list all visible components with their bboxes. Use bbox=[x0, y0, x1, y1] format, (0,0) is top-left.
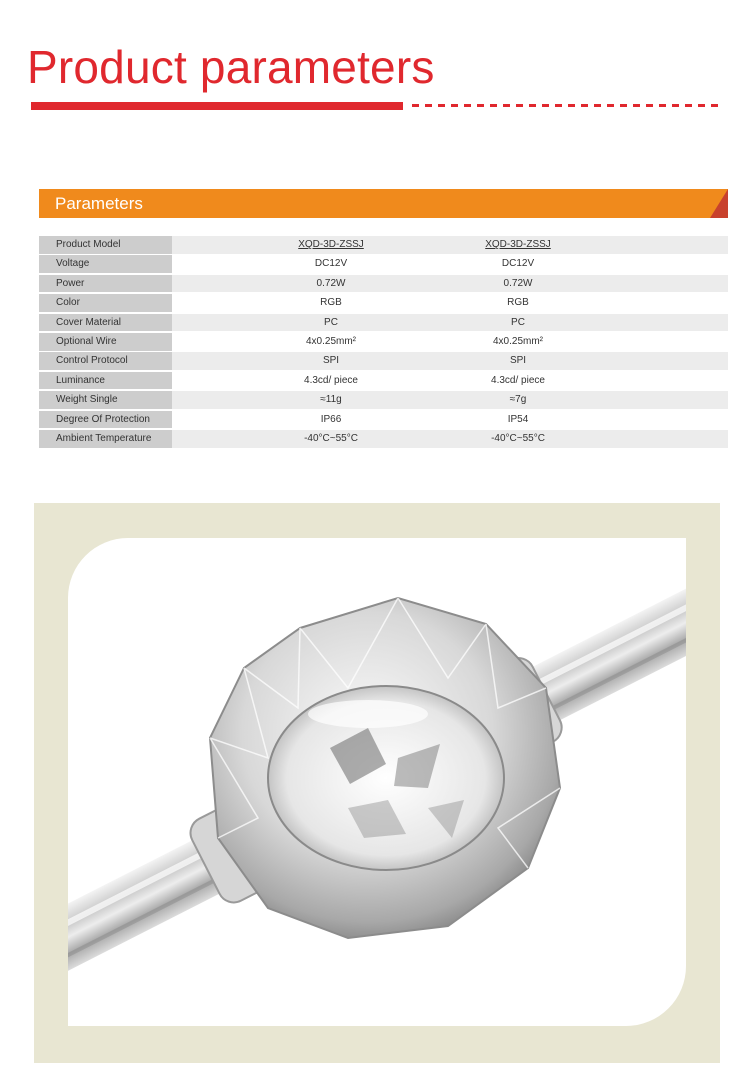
section-corner-accent bbox=[710, 189, 728, 218]
param-label: Power bbox=[39, 275, 172, 293]
page-title: Product parameters bbox=[27, 41, 435, 93]
parameters-table bbox=[39, 236, 728, 449]
param-label: Control Protocol bbox=[39, 352, 172, 370]
param-value-2: 0.72W bbox=[503, 277, 533, 289]
product-photo bbox=[68, 538, 686, 1026]
section-label: Parameters bbox=[55, 194, 143, 213]
param-value-2: XQD-3D-ZSSJ bbox=[485, 239, 551, 250]
table-row bbox=[39, 255, 728, 273]
param-value-1: DC12V bbox=[314, 258, 348, 270]
param-value-1: XQD-3D-ZSSJ bbox=[298, 239, 364, 250]
param-value-1: 4.3cd/ piece bbox=[304, 374, 358, 386]
param-value-1: ≈11g bbox=[320, 394, 342, 406]
param-label: Optional Wire bbox=[39, 333, 172, 351]
param-value-1: 4x0.25mm² bbox=[305, 335, 357, 347]
param-value-2: SPI bbox=[509, 355, 527, 367]
table-row bbox=[39, 314, 728, 332]
table-row bbox=[39, 294, 728, 312]
param-label: Product Model bbox=[39, 236, 172, 254]
param-value-2: IP54 bbox=[507, 413, 529, 425]
param-label: Degree Of Protection bbox=[39, 411, 172, 429]
param-value-1: -40°C~55°C bbox=[304, 432, 358, 444]
table-row bbox=[39, 430, 728, 448]
table-row bbox=[39, 236, 728, 254]
param-label: Cover Material bbox=[39, 314, 172, 332]
param-value-2: ≈7g bbox=[509, 394, 527, 406]
param-label: Weight Single bbox=[39, 391, 172, 409]
table-row bbox=[39, 372, 728, 390]
table-row bbox=[39, 333, 728, 351]
param-value-2: DC12V bbox=[501, 258, 535, 270]
param-value-1: IP66 bbox=[320, 413, 342, 425]
param-value-2: PC bbox=[511, 316, 525, 328]
table-row bbox=[39, 352, 728, 370]
parameters-section-header bbox=[39, 189, 728, 218]
param-value-1: RGB bbox=[320, 297, 342, 309]
param-value-1: PC bbox=[324, 316, 338, 328]
title-underline bbox=[31, 102, 403, 110]
param-value-2: RGB bbox=[507, 297, 529, 309]
crystal-pixel-light-illustration bbox=[68, 538, 686, 1026]
param-value-2: 4x0.25mm² bbox=[492, 335, 544, 347]
table-row bbox=[39, 275, 728, 293]
param-value-2: 4.3cd/ piece bbox=[491, 374, 545, 386]
title-dashed-line bbox=[412, 104, 722, 107]
table-row bbox=[39, 411, 728, 429]
param-value-1: SPI bbox=[322, 355, 340, 367]
param-label: Luminance bbox=[39, 372, 172, 390]
product-photo-frame bbox=[34, 503, 720, 1063]
param-label: Ambient Temperature bbox=[39, 430, 172, 448]
param-value-1: 0.72W bbox=[316, 277, 346, 289]
table-row bbox=[39, 391, 728, 409]
param-label: Voltage bbox=[39, 255, 172, 273]
param-value-2: -40°C~55°C bbox=[491, 432, 545, 444]
param-label: Color bbox=[39, 294, 172, 312]
